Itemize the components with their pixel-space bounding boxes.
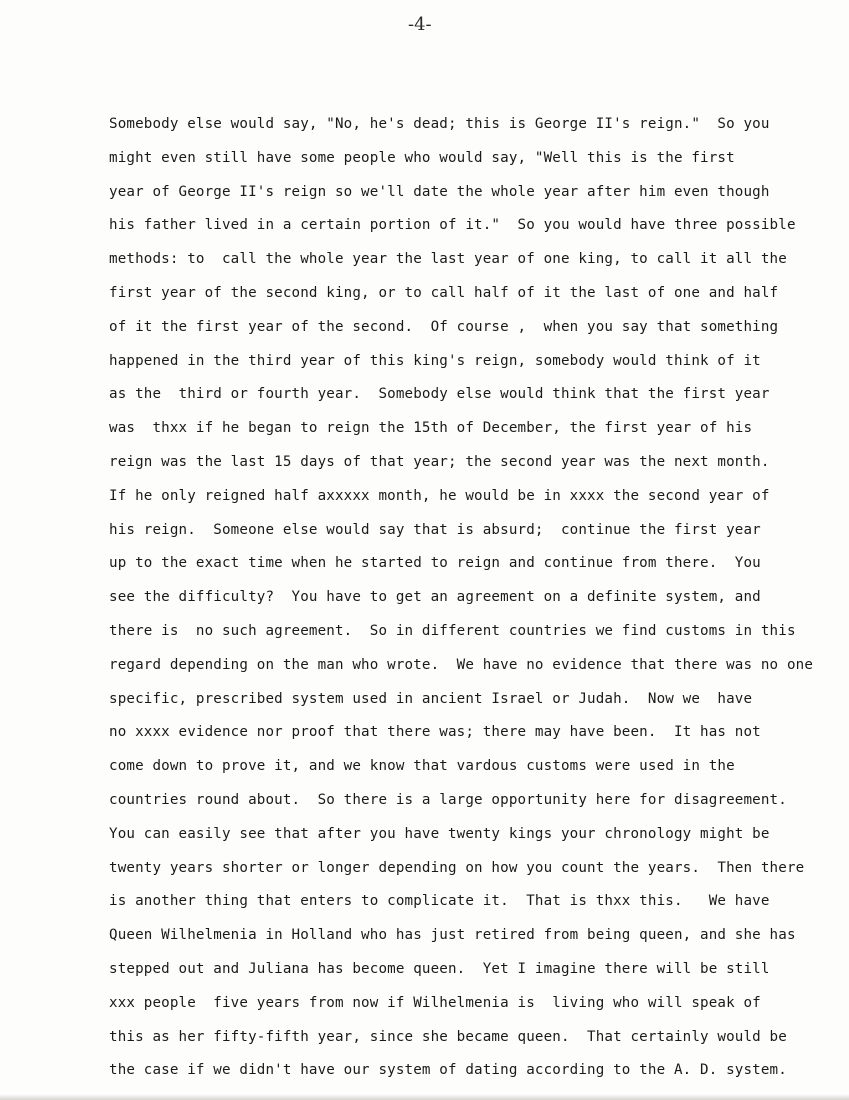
text-line: If he only reigned half axxxxx month, he would be in xxxx the second year of <box>109 487 770 504</box>
text-line: no xxxx evidence nor proof that there was; there may have been. It has not <box>109 724 761 741</box>
text-line: specific, prescribed system used in ancient Israel or Judah. Now we have <box>109 690 753 707</box>
text-line: up to the exact time when he started to reign and continue from there. You <box>109 555 761 572</box>
text-line: regard depending on the man who wrote. We have no evidence that there was no one <box>109 656 814 673</box>
text-line: was thxx if he began to reign the 15th of December, the first year of his <box>109 420 753 437</box>
page-edge-shadow <box>0 1094 849 1100</box>
text-line: stepped out and Juliana has become queen. Yet I imagine there will be still <box>109 960 770 977</box>
text-line: see the difficulty? You have to get an agreement on a definite system, and <box>109 589 761 606</box>
page-number: -4- <box>408 14 432 35</box>
text-line: there is no such agreement. So in different countries we find customs in this <box>109 622 796 639</box>
text-line: methods: to call the whole year the last year of one king, to call it all the <box>109 251 787 268</box>
text-line: the case if we didn't have our system of dating according to the A. D. system. <box>109 1062 787 1079</box>
text-line: this as her fifty-fifth year, since she became queen. That certainly would be <box>109 1028 787 1045</box>
text-line: first year of the second king, or to call half of it the last of one and half <box>109 284 779 301</box>
text-line: Queen Wilhelmenia in Holland who has just retired from being queen, and she has <box>109 927 796 944</box>
text-line: reign was the last 15 days of that year; the second year was the next month. <box>109 453 770 470</box>
text-line: of it the first year of the second. Of course , when you say that something <box>109 318 779 335</box>
text-line: Somebody else would say, "No, he's dead; this is George II's reign." So you <box>109 116 770 132</box>
text-line: as the third or fourth year. Somebody else would think that the first year <box>109 386 770 403</box>
text-line: twenty years shorter or longer depending on how you count the years. Then there <box>109 859 805 876</box>
text-line: countries round about. So there is a large opportunity here for disagreement. <box>109 791 787 808</box>
text-line: is another thing that enters to complicate it. That is thxx this. We have <box>109 893 770 910</box>
text-line: You can easily see that after you have twenty kings your chronology might be <box>109 825 770 842</box>
text-line: his father lived in a certain portion of it." So you would have three possible <box>109 217 796 234</box>
text-line: xxx people five years from now if Wilhelmenia is living who will speak of <box>109 994 761 1011</box>
text-line: happened in the third year of this king's reign, somebody would think of it <box>109 352 761 369</box>
text-line: might even still have some people who would say, "Well this is the first <box>109 149 735 166</box>
text-line: year of George II's reign so we'll date the whole year after him even though <box>109 183 770 200</box>
text-line: come down to prove it, and we know that vardous customs were used in the <box>109 758 735 775</box>
text-line: his reign. Someone else would say that is absurd; continue the first year <box>109 521 761 538</box>
typed-text-body <box>109 113 849 1093</box>
